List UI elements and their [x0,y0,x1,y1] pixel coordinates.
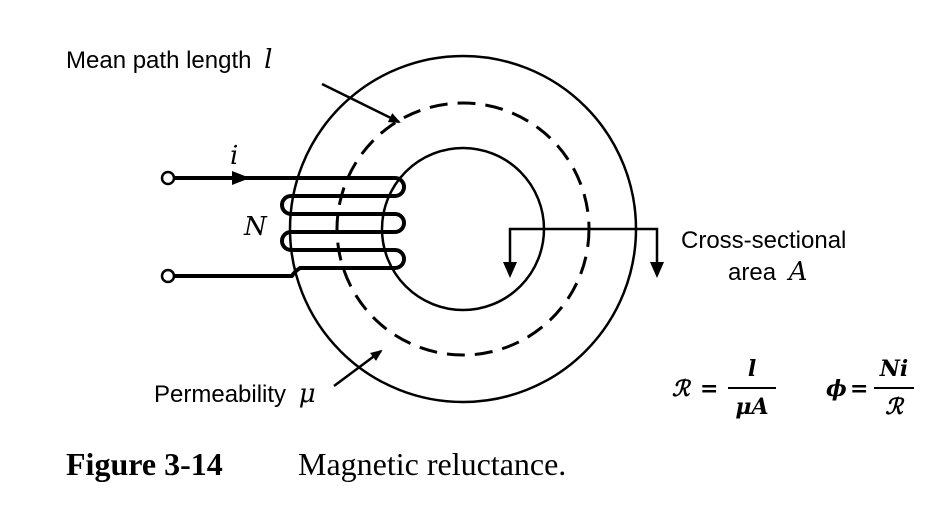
reluctance-equals: = [700,376,719,402]
flux-denominator: ℛ [885,394,903,420]
turns-symbol: N [244,212,267,242]
reluctance-denominator: μA [735,394,769,420]
figure-caption: Magnetic reluctance. [298,446,567,482]
flux-equals: = [850,376,869,402]
mean-path-label: Mean path length l [66,45,273,75]
terminal-top [162,172,174,184]
permeability-pointer-arrow [334,351,381,386]
cross-section-arrow-right [650,262,664,278]
current-arrowhead [232,171,250,185]
cross-section-arrow-left [503,262,517,278]
cross-section-label-line2: area A [728,257,808,287]
cross-section-label-line1: Cross-sectional [681,227,847,254]
permeability-label: Permeability μ [154,379,316,409]
reluctance-numerator: l [747,356,757,382]
flux-lhs: ϕ [826,376,847,402]
figure-number: Figure 3-14 [66,446,223,482]
flux-numerator: Ni [879,356,909,382]
reluctance-lhs: ℛ [672,376,690,402]
current-symbol: i [230,141,239,171]
terminal-bottom [162,270,174,282]
